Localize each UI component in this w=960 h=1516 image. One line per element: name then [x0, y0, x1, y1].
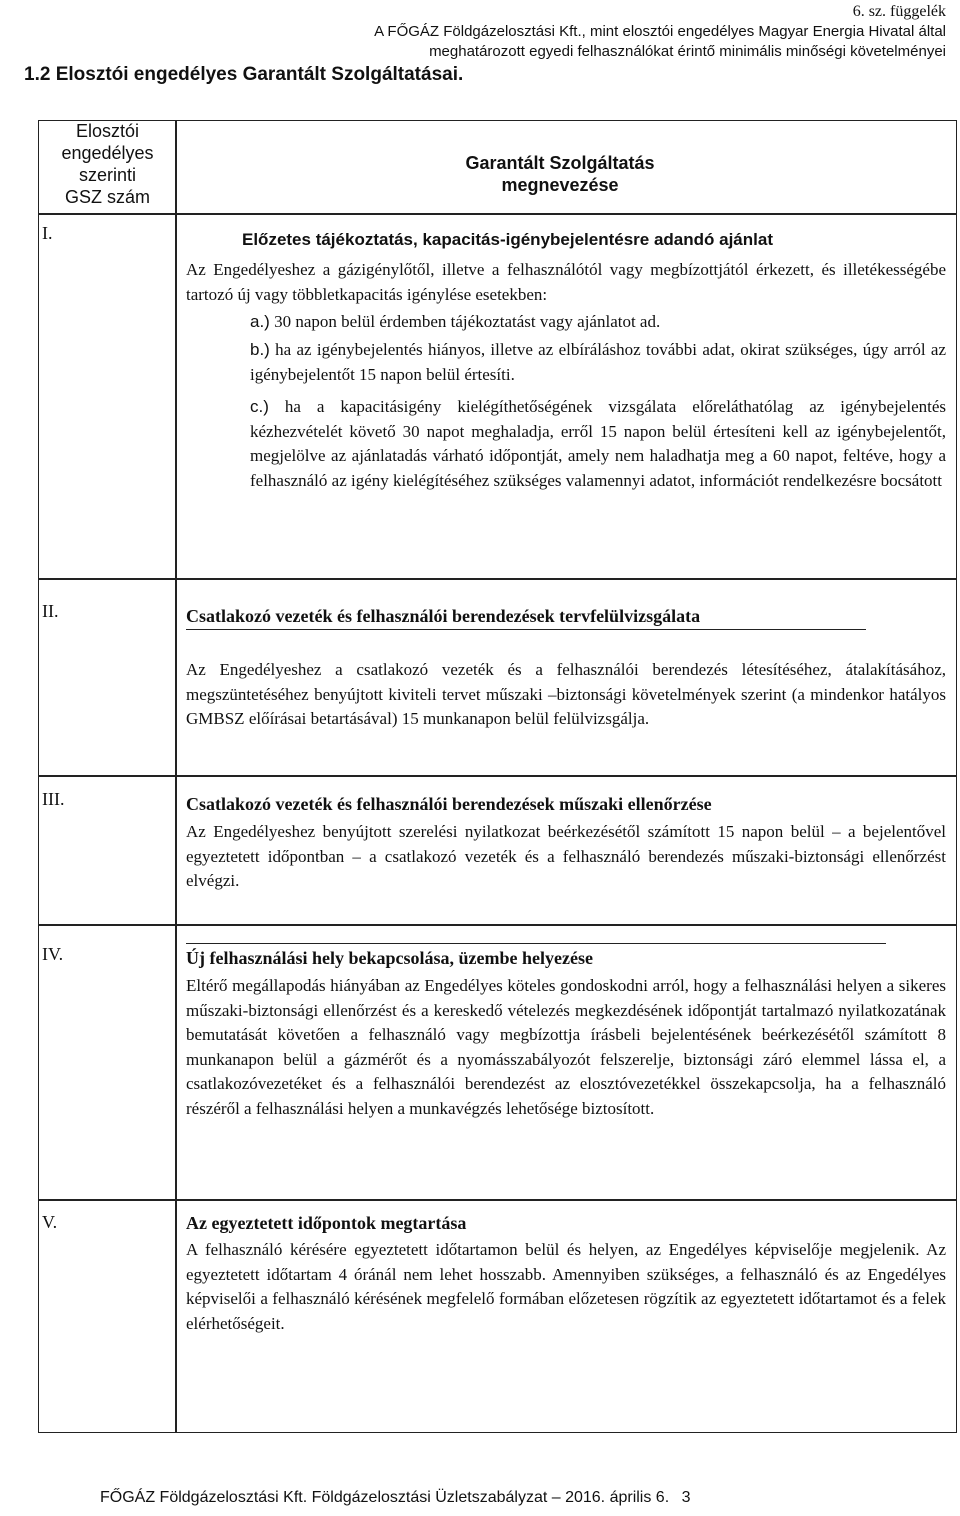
row-title: Csatlakozó vezeték és felhasználói berendezések műszaki ellenőrzése: [186, 794, 712, 814]
header-line-1: A FŐGÁZ Földgázelosztási Kft., mint elosztói engedélyes Magyar Energia Hivatal által: [374, 23, 946, 40]
row-text: Az Engedélyeshez a csatlakozó vezeték és a felhasználói berendezés létesítéséhez, átalakításához, megszüntetéséhez benyújtott kiviteli tervet műszaki –biztonsági követelmények szerint (a mindenkor hatályos GMBSZ előírásai betartásával) 15 munkanapon belül felülvizsgálja.: [186, 660, 946, 728]
row-divider: [38, 1199, 957, 1201]
row-text: Az Engedélyeshez benyújtott szerelési nyilatkozat beérkezésétől számított 15 napon belül – a bejelentővel egyeztetett időpontban – a csatlakozó vezeték és a felhasználó berendezés műszaki-biztonsági ellenőrzést elvégzi.: [186, 822, 946, 890]
col1-header-line: GSZ szám: [64, 187, 150, 207]
row-number: I.: [42, 223, 53, 243]
row-text: Eltérő megállapodás hiányában az Engedélyes köteles gondoskodni arról, hogy a felhasználási helyen a sikeres műszaki-biztonsági ellenőrzést és a kereskedő vételezés megkezdésének időpontját tartalmazó nyilatkozatának bemutatását követően a felhasználó vagy megbízottja írásbeli bejelentésének beérkezésétől számított 8 munkanapon belül a gázmérőt és a nyomásszabályozót felszerelje, biztonsági záró elemmel lássa el, a csatlakozóvezetéket és a felhasználói berendezést az elosztóvezetékkel összekapcsolja, ha a felhasználó részéről a felhasználási helyen a munkavégzés lehetősége biztosított.: [186, 976, 946, 1118]
item-label: b.): [250, 340, 270, 359]
item-label: c.): [250, 397, 269, 416]
list-item: [250, 395, 946, 493]
row-divider: [38, 213, 957, 215]
row-text: A felhasználó kérésére egyeztetett időtartamon belül és helyen, az Engedélyes képviselője megjelenik. Az egyeztetett időtartam 4 óránál nem lehet hosszabb. Amennyiben szükséges, a felhasználó és az Engedélyes képviselői a felhasználó kérésének megfelelő formában előzetesen rögzítik az egyeztetett időtartamot és a felek elérhetőségeit.: [186, 1240, 946, 1333]
col2-header-line: megnevezése: [501, 175, 619, 195]
row-number: V.: [42, 1212, 58, 1232]
col2-header-line: Garantált Szolgáltatás: [465, 153, 655, 173]
item-label: a.): [250, 312, 270, 331]
row-title: Új felhasználási hely bekapcsolása, üzembe helyezése: [186, 948, 593, 968]
column-divider: [175, 120, 177, 1433]
row-number: III.: [42, 789, 65, 809]
header-line-2: meghatározott egyedi felhasználókat érintő minimális minőségi követelményei: [429, 43, 946, 60]
title-underline: [186, 629, 866, 630]
page-footer: [100, 1489, 691, 1507]
col1-header-line: szerinti: [78, 165, 136, 185]
col1-header-line: Elosztói: [75, 121, 140, 141]
list-item: [250, 338, 946, 387]
section-title: 1.2 Elosztói engedélyes Garantált Szolgáltatásai.: [24, 64, 464, 85]
item-text: 30 napon belül érdemben tájékoztatást vagy ajánlatot ad.: [274, 312, 661, 331]
row-text: Az Engedélyeshez a gázigénylőtől, illetve a felhasználótól vagy megbízottjától érkezett, és illetékességébe tartozó új vagy többletkapacitás igénylése esetekben:: [186, 260, 946, 304]
column-header-gsz-number: [40, 120, 175, 208]
col1-header-line: engedélyes: [61, 143, 154, 163]
item-text: ha az igénybejelentés hiányos, illetve az elbíráláshoz további adat, okirat szükséges, úgy arról az igénybejelentőt 15 napon belül értesíti.: [250, 340, 946, 384]
row-divider: [38, 578, 957, 580]
row-divider: [38, 775, 957, 777]
page-number: 3: [681, 1489, 691, 1506]
row-divider: [38, 924, 957, 926]
row-title: Az egyeztetett időpontok megtartása: [186, 1213, 467, 1233]
row-number: IV.: [42, 944, 64, 964]
appendix-label: 6. sz. függelék: [852, 3, 946, 20]
list-item: [250, 310, 946, 335]
row-title: Előzetes tájékoztatás, kapacitás-igénybejelentésre adandó ajánlat: [242, 230, 773, 249]
column-header-service-name: [300, 152, 820, 196]
item-text: ha a kapacitásigény kielégíthetőségének vizsgálata előreláthatólag az igénybejelentés kézhezvételét követő 30 napot meghaladja, erről 15 napon belül értesíteni kell az igénybejelentőt, megjelölve az ajánlatadás várható időpontját, amely nem haladhatja meg a 60 napot, feltéve, hogy a felhasználó az igény kielégítéséhez szükséges valamennyi adatot, információt rendelkezésre bocsátott: [250, 397, 947, 490]
row-title: Csatlakozó vezeték és felhasználói berendezések tervfelülvizsgálata: [186, 606, 701, 626]
title-overline: [186, 943, 886, 944]
row-number: II.: [42, 601, 59, 621]
footer-text: FŐGÁZ Földgázelosztási Kft. Földgázelosztási Üzletszabályzat – 2016. április 6.: [100, 1489, 670, 1506]
